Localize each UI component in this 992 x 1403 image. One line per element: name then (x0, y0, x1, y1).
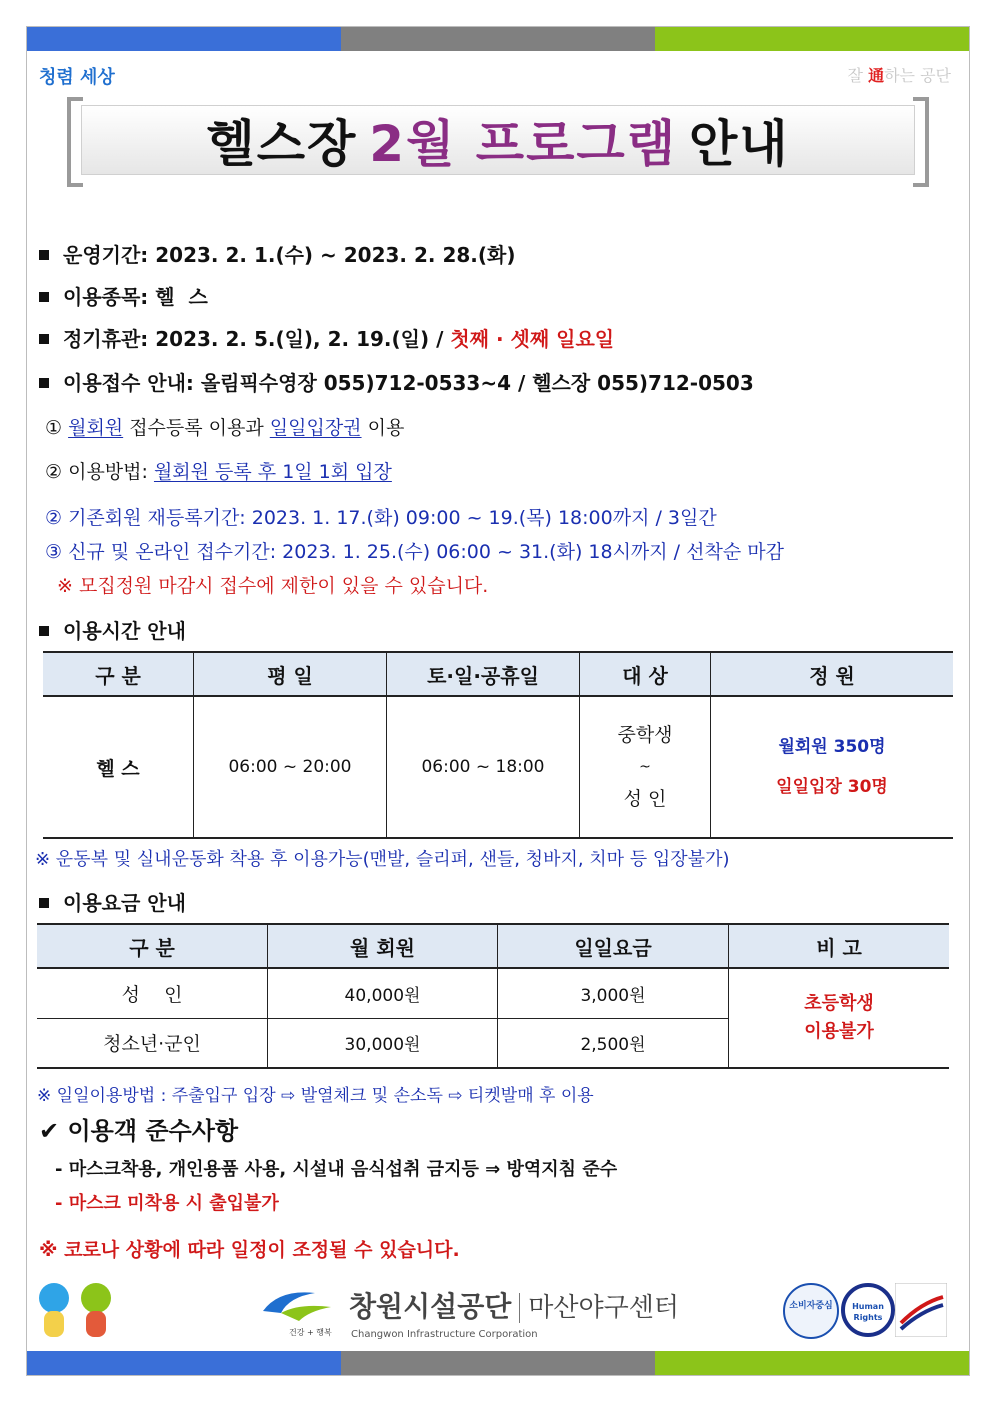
corporation-logo-icon (259, 1283, 335, 1339)
hours-weekend: 06:00 ~ 18:00 (387, 696, 580, 838)
fees-header: 월 회원 (268, 924, 498, 968)
hours-table (43, 651, 953, 839)
info-item: 이용종목: 헬 스 (39, 281, 208, 310)
mascot-icon (37, 1283, 71, 1339)
capacity-warning: ※ 모집정원 마감시 접수에 제한이 있을 수 있습니다. (57, 575, 489, 597)
bottom-color-bar (27, 1351, 969, 1375)
integrity-logo: 청렴 세상 (39, 67, 115, 88)
certification-badge-icon (895, 1283, 947, 1337)
info-contact: 이용접수 안내: 올림픽수영장 055)712-0533~4 / 헬스장 055)712-0503 (39, 367, 754, 396)
hours-header: 평 일 (194, 652, 387, 696)
hours-section-title: 이용시간 안내 (39, 615, 186, 644)
fee-monthly: 40,000원 (268, 968, 498, 1018)
footer (27, 1279, 969, 1349)
corporation-english-name: Changwon Infrastructure Corporation (351, 1329, 538, 1340)
hours-header: 대 상 (580, 652, 711, 696)
hours-target: 중학생 ~ 성 인 (580, 696, 711, 838)
document-page (26, 26, 970, 1376)
daily-use-note: ※ 일일이용방법 : 주출입구 입장 ⇨ 발열체크 및 손소독 ⇨ 티켓발매 후 이용 (37, 1086, 594, 1106)
fees-header: 비 고 (729, 924, 950, 968)
fee-monthly: 30,000원 (268, 1018, 498, 1068)
covid-notice: ※ 코로나 상황에 따라 일정이 조정될 수 있습니다. (39, 1239, 460, 1261)
svg-text:건강 + 행복: 건강 + 행복 (289, 1328, 332, 1337)
hours-note: ※ 운동복 및 실내운동화 착용 후 이용가능(맨발, 슬리퍼, 샌들, 청바지, 치마 등 입장불가) (35, 849, 730, 870)
info-closed: 정기휴관: 2023. 2. 5.(일), 2. 19.(일) / 첫째 · 셋째 일요일 (39, 323, 614, 352)
fee-type: 성 인 (37, 968, 268, 1018)
hours-capacity: 월회원 350명 일일입장 30명 (711, 696, 954, 838)
fee-daily: 2,500원 (498, 1018, 729, 1068)
table-row (37, 968, 949, 1018)
rules-title: ✔ 이용객 준수사항 (39, 1117, 239, 1145)
human-rights-badge-icon: Human Rights (841, 1283, 895, 1337)
hours-facility: 헬 스 (43, 696, 194, 838)
mascot-icon (79, 1283, 113, 1339)
table-row (43, 696, 953, 838)
page-title: 헬스장 2월 프로그램 안내 (81, 105, 915, 175)
consumer-badge-icon: 소비자중심 (783, 1283, 839, 1339)
fee-remark: 초등학생 이용불가 (729, 968, 950, 1068)
step-renewal: ② 기존회원 재등록기간: 2023. 1. 17.(화) 09:00 ~ 19.(목) 18:00까지 / 3일간 (45, 507, 717, 529)
step-1: ① 월회원 접수등록 이용과 일일입장권 이용 (45, 417, 405, 439)
corporation-name: 창원시설공단 마산야구센터 (349, 1290, 679, 1323)
fees-section-title: 이용요금 안내 (39, 887, 186, 916)
hours-header: 토·일·공휴일 (387, 652, 580, 696)
fees-header: 구 분 (37, 924, 268, 968)
hours-weekday: 06:00 ~ 20:00 (194, 696, 387, 838)
hours-header: 구 분 (43, 652, 194, 696)
rule-entry: - 마스크 미착용 시 출입불가 (55, 1193, 279, 1214)
rule-mask: - 마스크착용, 개인용품 사용, 시설내 음식섭취 금지등 ⇒ 방역지침 준수 (55, 1159, 618, 1180)
fees-table (37, 923, 949, 1069)
fee-type: 청소년·군인 (37, 1018, 268, 1068)
top-color-bar (27, 27, 969, 51)
step-new: ③ 신규 및 온라인 접수기간: 2023. 1. 25.(수) 06:00 ~ 31.(화) 18시까지 / 선착순 마감 (45, 541, 784, 563)
title-banner (67, 97, 929, 183)
fees-header: 일일요금 (498, 924, 729, 968)
fee-daily: 3,000원 (498, 968, 729, 1018)
info-period: 운영기간: 2023. 2. 1.(수) ~ 2023. 2. 28.(화) (39, 239, 515, 268)
hours-header: 정 원 (711, 652, 954, 696)
slogan: 잘 通하는 공단 (847, 66, 951, 85)
step-2: ② 이용방법: 월회원 등록 후 1일 1회 입장 (45, 461, 392, 483)
